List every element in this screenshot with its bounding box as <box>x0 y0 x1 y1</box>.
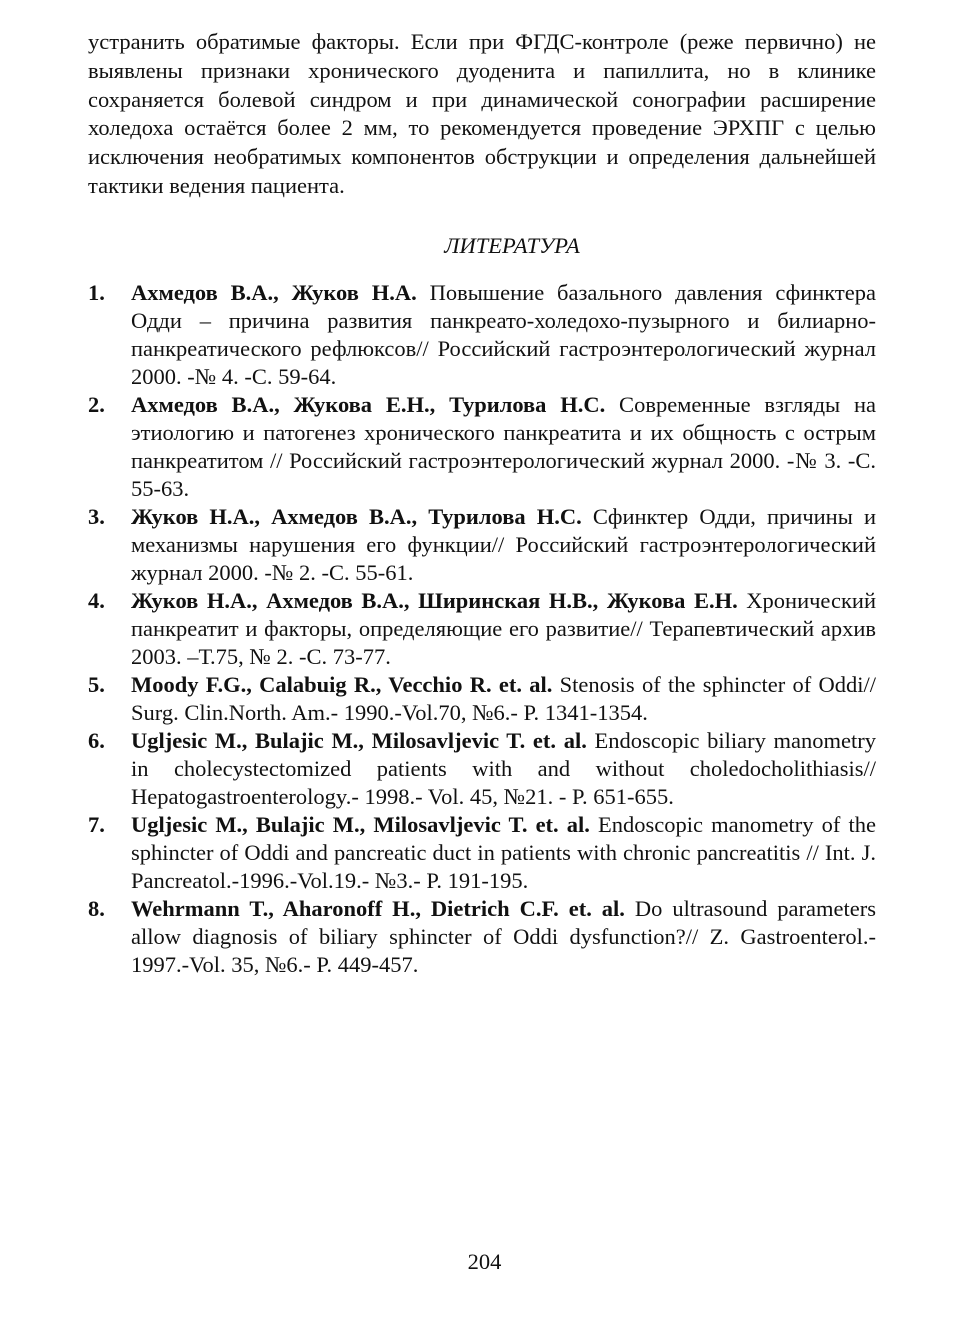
reference-text <box>131 503 876 587</box>
reference-number: 6. <box>88 727 105 753</box>
reference-item <box>88 671 876 727</box>
reference-number: 7. <box>88 811 105 837</box>
reference-authors: Ugljesic M., Bulajic M., Milosavljevic T. et. al. <box>131 727 587 753</box>
reference-item <box>88 727 876 811</box>
reference-number: 3. <box>88 503 105 529</box>
reference-text <box>131 727 876 811</box>
reference-body: Повышение базального давления сфинктера Одди – причина развития панкреато-холедохо-пузырного и билиарно-панкреатического рефлюксов// Российский гастроэнтерологический журнал 2000. -№ 4. -С. 59-64. <box>131 279 876 389</box>
reference-number: 4. <box>88 587 105 613</box>
reference-body: Сфинктер Одди, причины и механизмы нарушения его функции// Российский гастроэнтерологический журнал 2000. -№ 2. -С. 55-61. <box>131 503 876 585</box>
page-content <box>88 28 876 979</box>
reference-authors: Ugljesic M., Bulajic M., Milosavljevic T. et. al. <box>131 811 590 837</box>
reference-authors: Wehrmann T., Aharonoff H., Dietrich C.F. et. al. <box>131 895 625 921</box>
reference-body: Хронический панкреатит и факторы, определяющие его развитие// Терапевтический архив 2003. –Т.75, № 2. -С. 73-77. <box>131 587 876 669</box>
reference-text <box>131 811 876 895</box>
reference-authors: Moody F.G., Calabuig R., Vecchio R. et. al. <box>131 671 553 697</box>
reference-number: 2. <box>88 391 105 417</box>
literature-heading: ЛИТЕРАТУРА <box>444 232 580 258</box>
page-number: 204 <box>467 1249 502 1274</box>
reference-item <box>88 503 876 587</box>
reference-text <box>131 587 876 671</box>
reference-body: Endoscopic biliary manometry in cholecystectomized patients with and without choledocholithiasis// Hepatogastroenterology.- 1998.- Vol. 45, №21. - P. 651-655. <box>131 727 876 809</box>
reference-authors: Ахмедов В.А., Жукова Е.Н., Турилова Н.С. <box>131 391 606 417</box>
reference-text <box>131 391 876 503</box>
reference-item <box>88 279 876 391</box>
intro-paragraph: устранить обратимые факторы. Если при ФГДС-контроле (реже первично) не выявлены признаки хронического дуоденита и папиллита, но в клинике сохраняется болевой синдром и при динамической сонографии расширение холедоха остаётся более 2 мм, то рекомендуется проведение ЭРХПГ с целью исключения необратимых компонентов обструкции и определения дальнейшей тактики ведения пациента. <box>88 29 876 198</box>
reference-body: Endoscopic manometry of the sphincter of Oddi and pancreatic duct in patients with chronic pancreatitis // Int. J. Pancreatol.-1996.-Vol.19.- №3.- P. 191-195. <box>131 811 876 893</box>
reference-item <box>88 895 876 979</box>
reference-authors: Жуков Н.А., Ахмедов В.А., Турилова Н.С. <box>131 503 582 529</box>
reference-number: 5. <box>88 671 105 697</box>
reference-body: Stenosis of the sphincter of Oddi// Surg. Clin.North. Am.- 1990.-Vol.70, №6.- P. 1341-1354. <box>131 671 876 725</box>
reference-number: 8. <box>88 895 105 921</box>
reference-item <box>88 811 876 895</box>
reference-authors: Ахмедов В.А., Жуков Н.А. <box>131 279 417 305</box>
reference-item <box>88 391 876 503</box>
reference-text <box>131 671 876 727</box>
reference-text <box>131 895 876 979</box>
reference-list <box>88 279 876 979</box>
reference-body: Do ultrasound parameters allow diagnosis of biliary sphincter of Oddi dysfunction?// Z. Gastroenterol.- 1997.-Vol. 35, №6.- P. 449-457. <box>131 895 876 977</box>
reference-item <box>88 587 876 671</box>
reference-authors: Жуков Н.А., Ахмедов В.А., Ширинская Н.В., Жукова Е.Н. <box>131 587 738 613</box>
reference-body: Современные взгляды на этиологию и патогенез хронического панкреатита и их общность с острым панкреатитом // Российский гастроэнтерологический журнал 2000. -№ 3. -С. 55-63. <box>131 391 876 501</box>
reference-number: 1. <box>88 279 105 305</box>
reference-text <box>131 279 876 391</box>
